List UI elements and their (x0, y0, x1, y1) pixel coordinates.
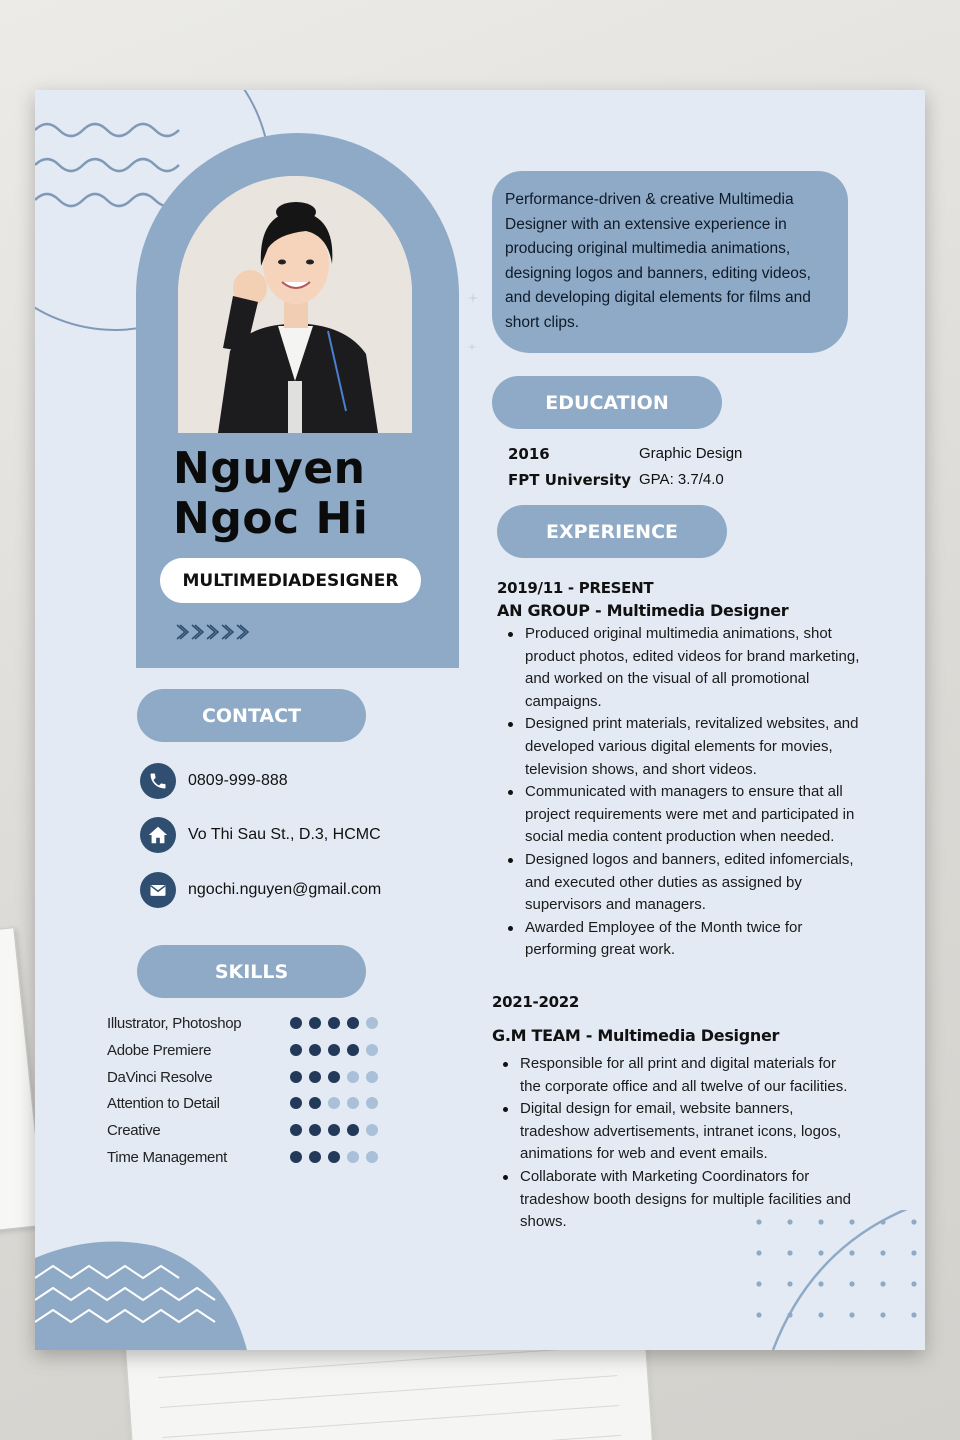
decor-dot (849, 1219, 854, 1224)
skill-dot (347, 1071, 359, 1083)
decor-dot (818, 1250, 823, 1255)
skill-dot (309, 1124, 321, 1136)
skill-name: Illustrator, Photoshop (107, 1014, 242, 1032)
skill-row (107, 1092, 397, 1114)
skill-dot (328, 1044, 340, 1056)
skill-level-dots (290, 1151, 378, 1163)
skill-name: Creative (107, 1121, 161, 1139)
list-item: Produced original multimedia animations, shot product photos, edited videos for brand marketing, and worked on the visual of all promotional campaigns. (497, 623, 869, 713)
skill-dot (309, 1017, 321, 1029)
job-date: 2021-2022 (492, 993, 580, 1011)
profile-photo (178, 176, 412, 433)
phone-text: 0809-999-888 (188, 772, 288, 789)
decor-dot (787, 1250, 792, 1255)
education-school: FPT University (508, 471, 632, 489)
skill-dot (290, 1017, 302, 1029)
education-field: Graphic Design (639, 445, 743, 462)
zigzag-blob-decoration (35, 1238, 250, 1350)
skill-name: Attention to Detail (107, 1094, 220, 1112)
education-heading (492, 376, 722, 429)
skill-level-dots (290, 1044, 378, 1056)
experience-heading-label: EXPERIENCE (545, 520, 679, 543)
list-item: Digital design for email, website banners, tradeshow advertisements, intranet icons, logos, animations for web and event emails. (492, 1098, 852, 1166)
skill-dot (366, 1071, 378, 1083)
skill-level-dots (290, 1071, 378, 1083)
skill-dot (328, 1124, 340, 1136)
job-role: AN GROUP - Multimedia Designer (497, 601, 789, 620)
phone-icon (140, 763, 176, 799)
decor-dot (787, 1281, 792, 1286)
skill-level-dots (290, 1124, 378, 1136)
education-year: 2016 (508, 445, 550, 463)
decor-dot (911, 1219, 916, 1224)
mail-icon (140, 872, 176, 908)
skill-dot (366, 1017, 378, 1029)
education-heading-label: EDUCATION (545, 391, 669, 414)
job-date: 2019/11 - PRESENT (497, 579, 654, 597)
list-item: Designed print materials, revitalized websites, and developed various digital elements for movies, television shows, and short videos. (497, 713, 869, 781)
skill-dot (347, 1124, 359, 1136)
skill-dot (366, 1124, 378, 1136)
skill-level-dots (290, 1097, 378, 1109)
list-item: Communicated with managers to ensure that all project requirements were met and participated in social media content production when needed. (497, 781, 869, 849)
decor-dot (849, 1250, 854, 1255)
skill-dot (347, 1044, 359, 1056)
skills-heading (137, 945, 366, 998)
skill-dot (328, 1017, 340, 1029)
name-line-1: Nguyen (173, 443, 366, 494)
contact-address (140, 817, 381, 853)
skill-name: Time Management (107, 1148, 227, 1166)
skill-dot (328, 1151, 340, 1163)
list-item: Designed logos and banners, edited infomercials, and executed other duties as assigned by supervisors and managers. (497, 849, 869, 917)
skill-dot (328, 1071, 340, 1083)
skill-dot (309, 1044, 321, 1056)
decor-dot (880, 1250, 885, 1255)
chevrons-icon (175, 623, 253, 641)
skill-dot (328, 1097, 340, 1109)
skill-dot (290, 1124, 302, 1136)
skill-row (107, 1039, 397, 1061)
decor-dot (818, 1281, 823, 1286)
candidate-name (173, 444, 463, 544)
skill-name: DaVinci Resolve (107, 1068, 213, 1086)
skill-dot (309, 1151, 321, 1163)
decor-dot (849, 1281, 854, 1286)
skill-dot (309, 1097, 321, 1109)
contact-phone (140, 763, 288, 799)
education-gpa: GPA: 3.7/4.0 (639, 471, 724, 488)
sparkle-icon (467, 292, 479, 304)
job-title-badge (160, 558, 421, 603)
skill-dot (290, 1097, 302, 1109)
home-icon (140, 817, 176, 853)
contact-heading-label: CONTACT (201, 704, 302, 727)
job-title: MULTIMEDIADESIGNER (182, 570, 399, 591)
decor-dot (818, 1219, 823, 1224)
decor-dot (818, 1312, 823, 1317)
decor-dot (849, 1312, 854, 1317)
job-bullets (497, 623, 869, 962)
experience-heading (497, 505, 727, 558)
skill-dot (347, 1151, 359, 1163)
skill-dot (366, 1097, 378, 1109)
skill-dot (309, 1071, 321, 1083)
job-role: G.M TEAM - Multimedia Designer (492, 1026, 780, 1045)
decor-dot (911, 1250, 916, 1255)
job-bullets (492, 1053, 852, 1234)
summary-text: Performance-driven & creative Multimedia Designer with an extensive experience in producing original multimedia animations, designing logos and banners, editing videos, and developing digital elements for films and short clips. (505, 191, 811, 331)
decor-dot (911, 1312, 916, 1317)
sparkle-icon (467, 342, 477, 352)
list-item: Awarded Employee of the Month twice for performing great work. (497, 917, 869, 962)
decor-dot (756, 1281, 761, 1286)
decor-dot (756, 1250, 761, 1255)
skill-dot (290, 1044, 302, 1056)
decor-dot (787, 1219, 792, 1224)
skill-dot (290, 1151, 302, 1163)
skill-row (107, 1066, 397, 1088)
name-line-2: Ngoc Hi (173, 493, 369, 544)
skill-name: Adobe Premiere (107, 1041, 212, 1059)
decor-dot (911, 1281, 916, 1286)
email-text: ngochi.nguyen@gmail.com (188, 881, 382, 898)
contact-heading (137, 689, 366, 742)
resume-sheet (35, 90, 925, 1350)
skill-dot (366, 1044, 378, 1056)
decor-dot (756, 1312, 761, 1317)
skill-level-dots (290, 1017, 378, 1029)
skill-dot (347, 1097, 359, 1109)
list-item: Responsible for all print and digital materials for the corporate office and all twelve of our facilities. (492, 1053, 852, 1098)
contact-email (140, 872, 381, 908)
decor-dot (880, 1312, 885, 1317)
skill-row (107, 1012, 397, 1034)
skill-row (107, 1146, 397, 1168)
skill-dot (366, 1151, 378, 1163)
dot-grid-decoration (745, 1210, 925, 1350)
profile-summary (492, 171, 848, 353)
skill-dot (290, 1071, 302, 1083)
skills-heading-label: SKILLS (214, 960, 289, 983)
address-text: Vo Thi Sau St., D.3, HCMC (188, 826, 381, 843)
skill-row (107, 1119, 397, 1141)
decor-dot (880, 1281, 885, 1286)
decor-dot (756, 1219, 761, 1224)
skill-dot (347, 1017, 359, 1029)
list-item: Collaborate with Marketing Coordinators for tradeshow booth designs for multiple facilities and shows. (492, 1166, 852, 1234)
